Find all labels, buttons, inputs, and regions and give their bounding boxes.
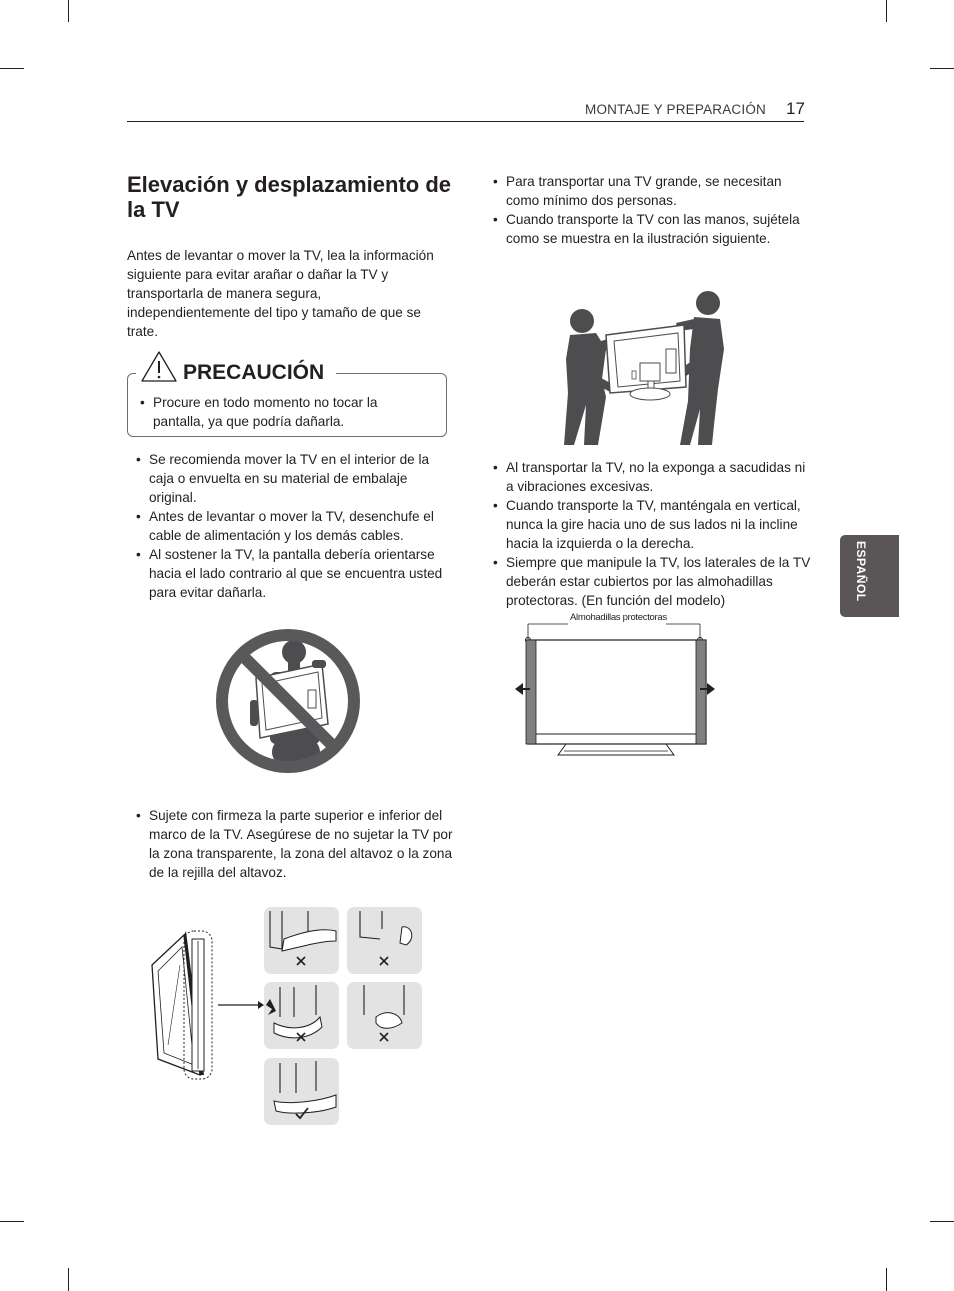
- protective-pads-illustration: [510, 614, 720, 760]
- crop-mark: [68, 0, 69, 22]
- list-item: • Cuando transporte la TV, manténgala en vertical, nunca la gire hacia uno de sus lados ni la incline hacia la izquierda o la derecha.: [493, 496, 813, 553]
- prohibited-carry-illustration: [212, 626, 364, 776]
- crop-mark: [68, 1268, 69, 1291]
- list-item: • Al sostener la TV, la pantalla debería orientarse hacia el lado contrario al que se encuentra usted para evitar dañarla.: [136, 545, 454, 602]
- list-item: • Para transportar una TV grande, se necesitan como mínimo dos personas.: [493, 172, 813, 210]
- list-item: • Al transportar la TV, no la exponga a sacudidas ni a vibraciones excesivas.: [493, 458, 813, 496]
- intro-paragraph: Antes de levantar o mover la TV, lea la información siguiente para evitar arañar o dañar la TV y transportarla de manera segura, independientemente del tipo y tamaño de que se trate.: [127, 248, 434, 339]
- crop-mark: [0, 68, 24, 69]
- left-bullet-list-1: [136, 450, 454, 602]
- page-title: Elevación y desplazamiento de la TV: [127, 172, 452, 222]
- list-item: • Antes de levantar o mover la TV, desenchufe el cable de alimentación y los demás cables.: [136, 507, 454, 545]
- crop-mark: [930, 68, 954, 69]
- right-bullet-list-1: [493, 172, 813, 248]
- list-item: • Cuando transporte la TV con las manos, sujétela como se muestra en la ilustración siguiente.: [493, 210, 813, 248]
- warning-icon: [140, 350, 178, 384]
- list-item: • Siempre que manipule la TV, los laterales de la TV deberán estar cubiertos por las almohadillas protectoras. (En función del modelo): [493, 553, 813, 610]
- crop-mark: [886, 0, 887, 22]
- crop-mark: [0, 1221, 24, 1222]
- two-person-carry-illustration: [562, 289, 726, 447]
- left-bullet-list-2: [136, 806, 454, 882]
- right-bullet-list-2: [493, 458, 813, 610]
- list-item: • Se recomienda mover la TV en el interior de la caja o envuelta en su material de embalaje original.: [136, 450, 454, 507]
- caution-list: [140, 393, 430, 431]
- header-section-title: MONTAJE Y PREPARACIÓN: [585, 102, 766, 117]
- header-rule: [127, 121, 804, 122]
- caution-title: PRECAUCIÓN: [183, 361, 325, 384]
- page-number: 17: [786, 99, 805, 118]
- list-item: • Sujete con firmeza la parte superior e inferior del marco de la TV. Asegúrese de no sujetar la TV por la zona transparente, la zona del altavoz o la zona de la rejilla del altavoz.: [136, 806, 454, 882]
- list-item: • Procure en todo momento no tocar la pantalla, ya que podría dañarla.: [140, 393, 430, 431]
- language-tab-label: ESPAÑOL: [854, 541, 868, 602]
- caution-header: [136, 349, 336, 387]
- crop-mark: [886, 1268, 887, 1291]
- grip-illustration: [150, 905, 425, 1130]
- pads-label: Almohadillas protectoras: [570, 612, 667, 623]
- crop-mark: [930, 1221, 954, 1222]
- language-tab: [840, 535, 899, 617]
